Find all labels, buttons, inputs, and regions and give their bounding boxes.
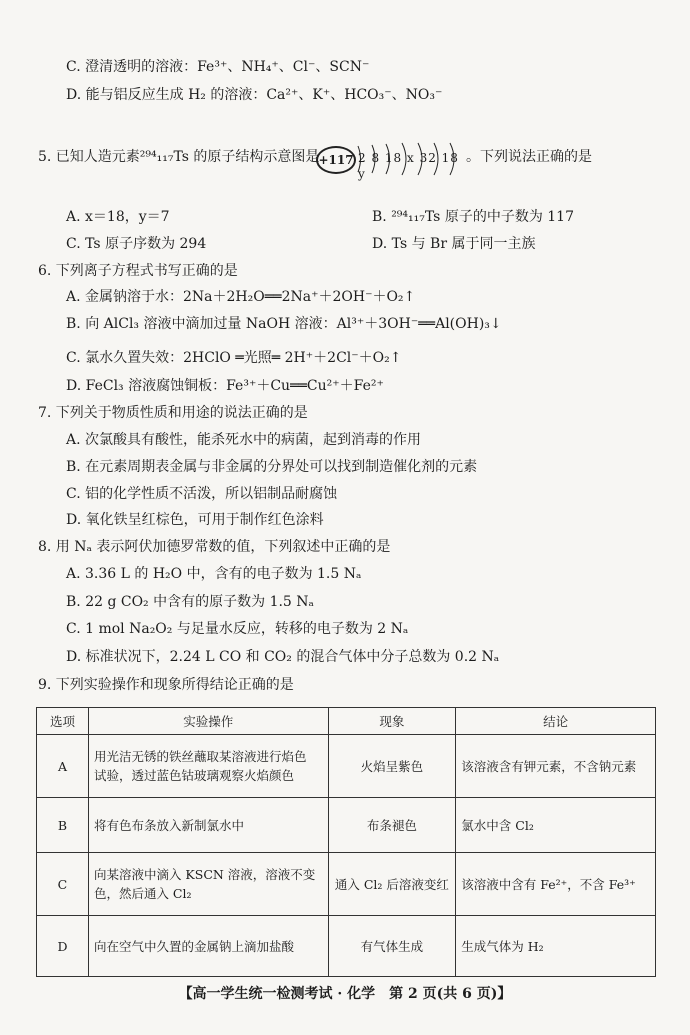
table-row — [37, 735, 656, 798]
table-row — [37, 853, 656, 916]
cell-operation: 向某溶液中滴入 KSCN 溶液，溶液不变 色，然后通入 Cl₂ — [88, 853, 328, 916]
q6-option-b: B. 向 AlCl₃ 溶液中滴加过量 NaOH 溶液：Al³⁺＋3OH⁻══Al(OH)₃↓ — [66, 316, 502, 332]
q7-option-d: D. 氧化铁呈红棕色，可用于制作红色涂料 — [66, 512, 324, 528]
cell-option: D — [37, 916, 89, 977]
cell-option: C — [37, 853, 89, 916]
cell-phenomenon: 有气体生成 — [328, 916, 456, 977]
q8-option-a: A. 3.36 L 的 H₂O 中，含有的电子数为 1.5 Nₐ — [66, 566, 362, 582]
q9-experiment-table — [36, 707, 656, 977]
header-operation: 实验操作 — [88, 708, 328, 735]
q4-option-c: C. 澄清透明的溶液：Fe³⁺、NH₄⁺、Cl⁻、SCN⁻ — [66, 59, 370, 75]
shell-electron-counts: 2 8 18 x 32 18 y — [358, 151, 459, 181]
cell-option: B — [37, 798, 89, 853]
q8-option-c: C. 1 mol Na₂O₂ 与足量水反应，转移的电子数为 2 Nₐ — [66, 621, 409, 637]
table-header-row — [37, 708, 656, 735]
q8-option-b: B. 22 g CO₂ 中含有的原子数为 1.5 Nₐ — [66, 594, 314, 610]
q4-option-d: D. 能与铝反应生成 H₂ 的溶液：Ca²⁺、K⁺、HCO₃⁻、NO₃⁻ — [66, 87, 443, 103]
q6-option-c: C. 氯水久置失效：2HClO ═光照═ 2H⁺＋2Cl⁻＋O₂↑ — [66, 350, 402, 366]
cell-conclusion: 生成气体为 H₂ — [456, 916, 656, 977]
cell-phenomenon: 通入 Cl₂ 后溶液变红 — [328, 853, 456, 916]
q9-stem: 9. 下列实验操作和现象所得结论正确的是 — [38, 677, 294, 693]
cell-option: A — [37, 735, 89, 798]
q5-option-c: C. Ts 原子序数为 294 — [66, 236, 207, 252]
cell-phenomenon: 火焰呈紫色 — [328, 735, 456, 798]
q5-option-a: A. x＝18，y＝7 — [66, 209, 170, 225]
cell-conclusion: 该溶液中含有 Fe²⁺，不含 Fe³⁺ — [456, 853, 656, 916]
q7-stem: 7. 下列关于物质性质和用途的说法正确的是 — [38, 405, 308, 421]
cell-conclusion: 氯水中含 Cl₂ — [456, 798, 656, 853]
q8-option-d: D. 标准状况下，2.24 L CO 和 CO₂ 的混合气体中分子总数为 0.2 Nₐ — [66, 649, 500, 665]
q7-option-b: B. 在元素周期表金属与非金属的分界处可以找到制造催化剂的元素 — [66, 459, 478, 475]
table-row — [37, 798, 656, 853]
atom-structure-diagram — [316, 142, 466, 181]
header-option: 选项 — [37, 708, 89, 735]
cell-operation: 向在空气中久置的金属钠上滴加盐酸 — [88, 916, 328, 977]
cell-phenomenon: 布条褪色 — [328, 798, 456, 853]
cell-conclusion: 该溶液含有钾元素，不含钠元素 — [456, 735, 656, 798]
q5-option-b: B. ²⁹⁴₁₁₇Ts 原子的中子数为 117 — [372, 209, 574, 225]
q6-option-d: D. FeCl₃ 溶液腐蚀铜板：Fe³⁺＋Cu══Cu²⁺＋Fe²⁺ — [66, 378, 384, 394]
q5-option-d: D. Ts 与 Br 属于同一主族 — [372, 236, 536, 252]
q5-stem-start: 5. 已知人造元素²⁹⁴₁₁₇Ts 的原子结构示意图是 — [38, 149, 320, 165]
header-conclusion: 结论 — [456, 708, 656, 735]
q6-stem: 6. 下列离子方程式书写正确的是 — [38, 263, 238, 279]
q5-stem-end: 。下列说法正确的是 — [466, 149, 592, 165]
q7-option-a: A. 次氯酸具有酸性，能杀死水中的病菌，起到消毒的作用 — [66, 432, 422, 448]
cell-operation: 用光洁无锈的铁丝蘸取某溶液进行焰色 试验，透过蓝色钴玻璃观察火焰颜色 — [88, 735, 328, 798]
header-phenomenon: 现象 — [328, 708, 456, 735]
q8-stem: 8. 用 Nₐ 表示阿伏加德罗常数的值，下列叙述中正确的是 — [38, 539, 391, 555]
table-row — [37, 916, 656, 977]
nucleus-charge: +117 — [316, 146, 356, 174]
q7-option-c: C. 铝的化学性质不活泼，所以铝制品耐腐蚀 — [66, 486, 338, 502]
page-footer: 【高一学生统一检测考试 · 化学 第 2 页(共 6 页)】 — [178, 986, 512, 1002]
q6-option-a: A. 金属钠溶于水：2Na＋2H₂O══2Na⁺＋2OH⁻＋O₂↑ — [66, 289, 416, 305]
cell-operation: 将有色布条放入新制氯水中 — [88, 798, 328, 853]
